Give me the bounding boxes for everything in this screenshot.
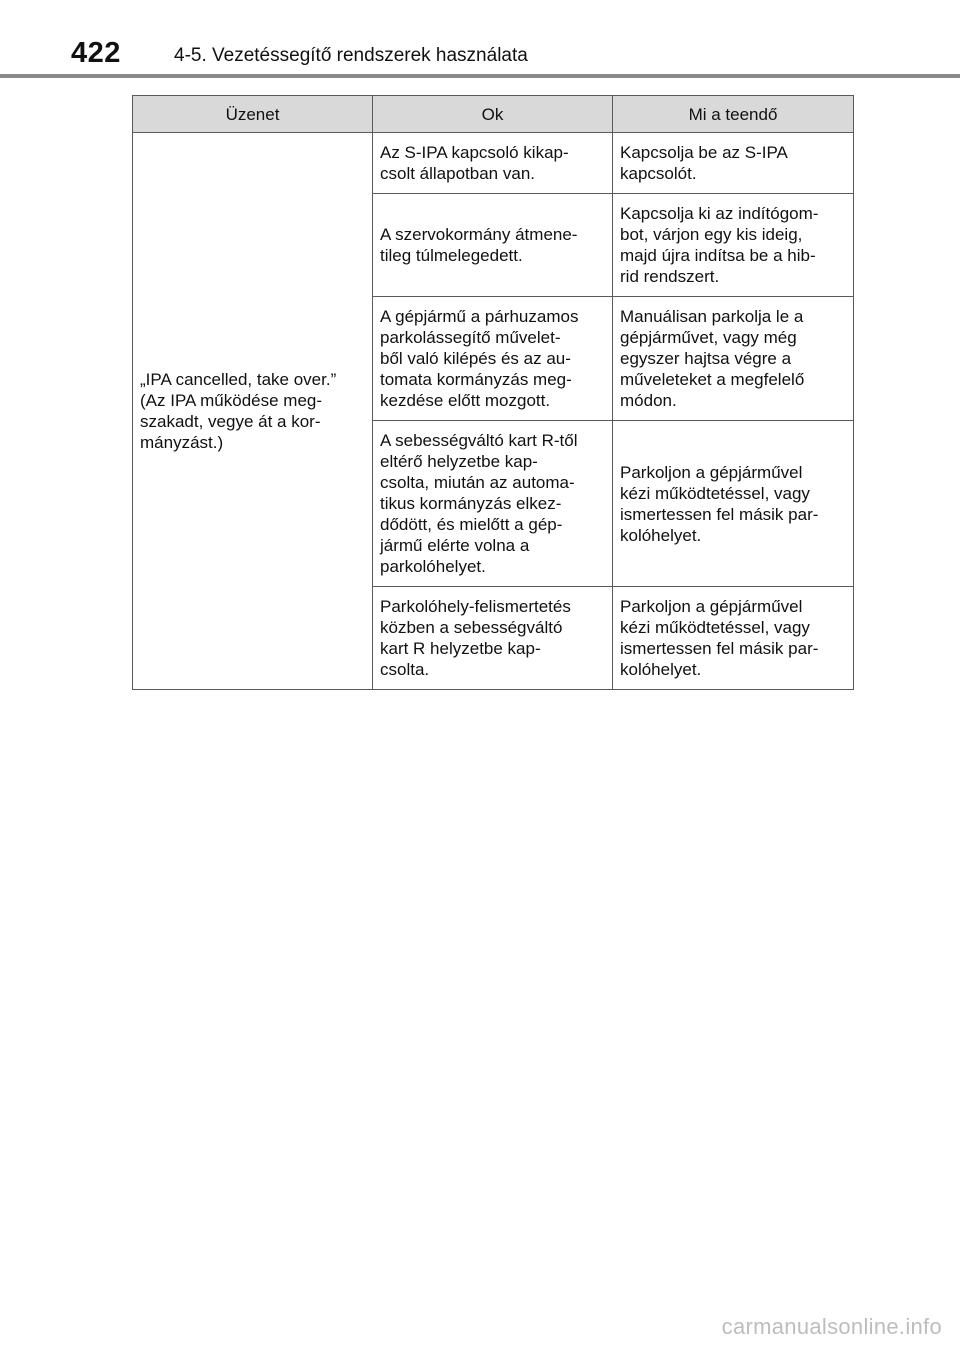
cause-cell [373, 421, 613, 587]
page-header [0, 0, 960, 80]
cause-cell [373, 133, 613, 194]
action-text: Kapcsolja be az S-IPA kapcsolót. [620, 143, 788, 183]
action-cell [613, 194, 854, 297]
column-header-cause: Ok [373, 96, 613, 133]
table-row [133, 133, 854, 194]
action-cell [613, 133, 854, 194]
action-text: Kapcsolja ki az indítógom- bot, várjon egy kis ideig, majd újra indítsa be a hib- rid rendszert. [620, 204, 819, 286]
watermark: carmanualsonline.info [721, 1314, 942, 1339]
cause-text: Az S-IPA kapcsoló kikap- csolt állapotban van. [380, 143, 569, 183]
column-header-action: Mi a teendő [613, 96, 854, 133]
page-number: 422 [71, 37, 121, 69]
action-text: Manuálisan parkolja le a gépjárművet, vagy még egyszer hajtsa végre a műveleteket a megfelelő módon. [620, 307, 805, 410]
cause-cell [373, 587, 613, 690]
table-header-row [133, 96, 854, 133]
cause-cell [373, 297, 613, 421]
cause-text: A szervokormány átmene- tileg túlmelegedett. [380, 225, 578, 265]
section-title: 4-5. Vezetéssegítő rendszerek használata [174, 45, 528, 66]
cause-text: A gépjármű a párhuzamos parkolássegítő művelet- ből való kilépés és az au- tomata kormányzás meg- kezdése előtt mozgott. [380, 307, 579, 410]
action-text: Parkoljon a gépjárművel kézi működtetéssel, vagy ismertessen fel másik par- kolóhelyet. [620, 597, 819, 679]
header-divider [0, 74, 960, 78]
column-header-message: Üzenet [133, 96, 373, 133]
action-cell [613, 587, 854, 690]
message-text: „IPA cancelled, take over.” (Az IPA működése meg- szakadt, vegye át a kor- mányzást.) [140, 370, 337, 452]
action-cell [613, 421, 854, 587]
action-text: Parkoljon a gépjárművel kézi működtetéssel, vagy ismertessen fel másik par- kolóhelyet. [620, 462, 819, 545]
cause-text: A sebességváltó kart R-től eltérő helyzetbe kap- csolta, miután az automa- tikus kormányzás elkez- dődött, és mielőtt a gép- jármű elérte volna a parkolóhelyet. [380, 431, 578, 576]
cause-text: Parkolóhely-felismertetés közben a sebességváltó kart R helyzetbe kap- csolta. [380, 597, 571, 679]
action-cell [613, 297, 854, 421]
cause-cell [373, 194, 613, 297]
message-table [132, 95, 854, 690]
message-cell [133, 133, 373, 690]
